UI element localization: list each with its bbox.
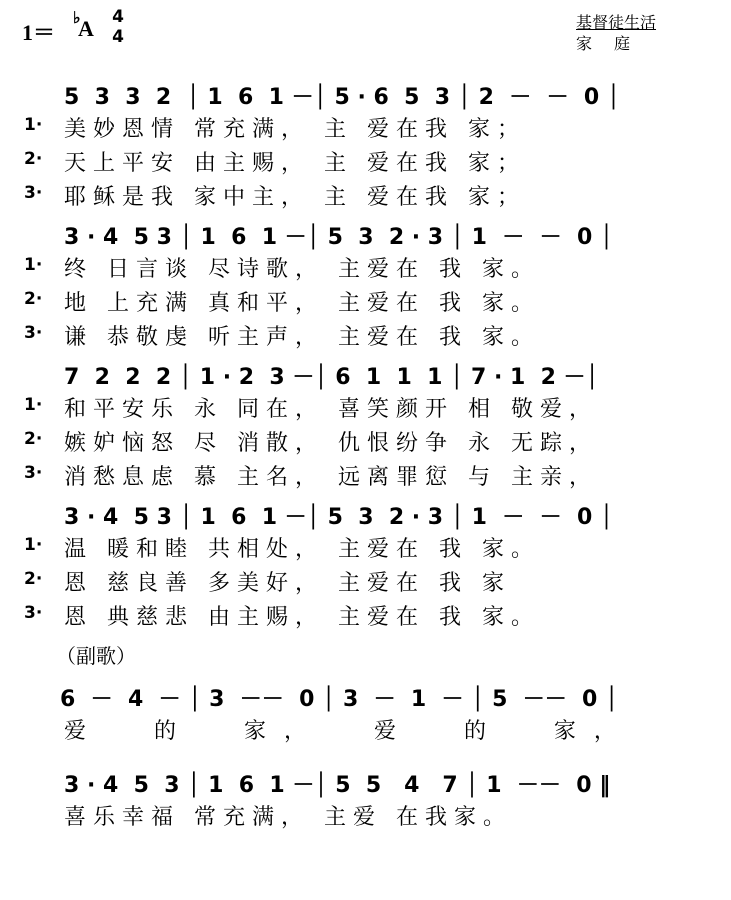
lyric-line [24, 600, 711, 634]
lyric-line [24, 146, 711, 180]
chorus-label-text: （副歌） [56, 644, 136, 668]
verse-number: 2· [24, 149, 43, 169]
lyric-line [64, 714, 711, 748]
verse-number: 1· [24, 395, 43, 415]
lyric-line [24, 392, 711, 426]
time-signature [110, 7, 126, 47]
verse-number: 2· [24, 289, 43, 309]
lyric-line [24, 532, 711, 566]
lyric-line [24, 460, 711, 494]
lyric-text: 耶稣是我 家中主， 主 爱在我 家； [64, 185, 526, 210]
verse-number: 1· [24, 115, 43, 135]
lyric-text: 恩 典慈悲 由主赐， 主爱在 我 家。 [64, 605, 540, 630]
lyric-line [24, 112, 711, 146]
chorus-label [56, 634, 711, 674]
lyric-line [24, 426, 711, 460]
notes: 5 3 3 2 │ 1 6 1 －│ 5 · 6 5 3 │ 2 － － 0 │ [64, 85, 621, 110]
staff-line [64, 762, 711, 800]
lyric-line [24, 180, 711, 214]
key-letter: A [78, 16, 94, 41]
system-2 [24, 214, 711, 354]
verse-number: 3· [24, 323, 43, 343]
credit [576, 12, 656, 54]
time-top: 4 [112, 7, 124, 27]
lyric-text: 消愁息虑 慕 主名， 远离罪愆 与 主亲， [64, 465, 598, 490]
notes: 3 · 4 5 3 │ 1 6 1 －│ 5 3 2 · 3 │ 1 － － 0 │ [64, 225, 614, 250]
lyric-text: 谦 恭敬虔 听主声， 主爱在 我 家。 [64, 325, 540, 350]
system-4 [24, 494, 711, 634]
lyric-text: 和平安乐 永 同在， 喜笑颜开 相 敬爱， [64, 397, 598, 422]
notes: 7 2 2 2 │ 1 · 2 3 －│ 6 1 1 1 │ 7 · 1 2 －│ [64, 365, 599, 390]
lyric-line [24, 566, 711, 600]
verse-number: 3· [24, 183, 43, 203]
verse-number: 2· [24, 569, 43, 589]
system-1 [24, 74, 711, 214]
notes: 6 － 4 － │ 3 －－ 0 │ 3 － 1 － │ 5 －－ 0 │ [60, 687, 619, 712]
staff-line [60, 676, 711, 714]
lyric-text: 恩 慈良善 多美好， 主爱在 我 家 [64, 571, 511, 596]
verse-number: 3· [24, 603, 43, 623]
lyric-line [24, 286, 711, 320]
key-one-equals: 1＝ [22, 20, 56, 45]
staff-line [64, 74, 711, 112]
lyric-line [64, 800, 711, 834]
lyric-text: 爱 的 家， 爱 的 家， [64, 719, 634, 744]
lyric-line [24, 320, 711, 354]
lyric-text: 终 日言谈 尽诗歌， 主爱在 我 家。 [64, 257, 540, 282]
verse-number: 3· [24, 463, 43, 483]
verse-number: 1· [24, 255, 43, 275]
lyric-text: 温 暖和睦 共相处， 主爱在 我 家。 [64, 537, 540, 562]
system-3 [24, 354, 711, 494]
notes: 3 · 4 5 3 │ 1 6 1 －│ 5 5 4 7 │ 1 －－ 0 ‖ [64, 773, 611, 798]
lyric-text: 天上平安 由主赐， 主 爱在我 家； [64, 151, 526, 176]
staff-line [64, 494, 711, 532]
verse-number: 1· [24, 535, 43, 555]
lyric-text: 地 上充满 真和平， 主爱在 我 家。 [64, 291, 540, 316]
lyric-line [24, 252, 711, 286]
credit-line2: 家庭 [576, 34, 653, 53]
time-bottom: 4 [112, 27, 124, 47]
staff-line [64, 354, 711, 392]
chorus [56, 634, 711, 834]
credit-line1: 基督徒生活 [576, 13, 657, 32]
staff-line [64, 214, 711, 252]
score [24, 74, 711, 834]
notes: 3 · 4 5 3 │ 1 6 1 －│ 5 3 2 · 3 │ 1 － － 0 │ [64, 505, 614, 530]
verse-number: 2· [24, 429, 43, 449]
lyric-text: 喜乐幸福 常充满， 主爱 在我家。 [64, 805, 512, 830]
flat-icon: ♭ [73, 10, 81, 27]
lyric-text: 嫉妒恼怒 尽 消散， 仇恨纷争 永 无踪， [64, 431, 598, 456]
lyric-text: 美妙恩情 常充满， 主 爱在我 家； [64, 117, 526, 142]
